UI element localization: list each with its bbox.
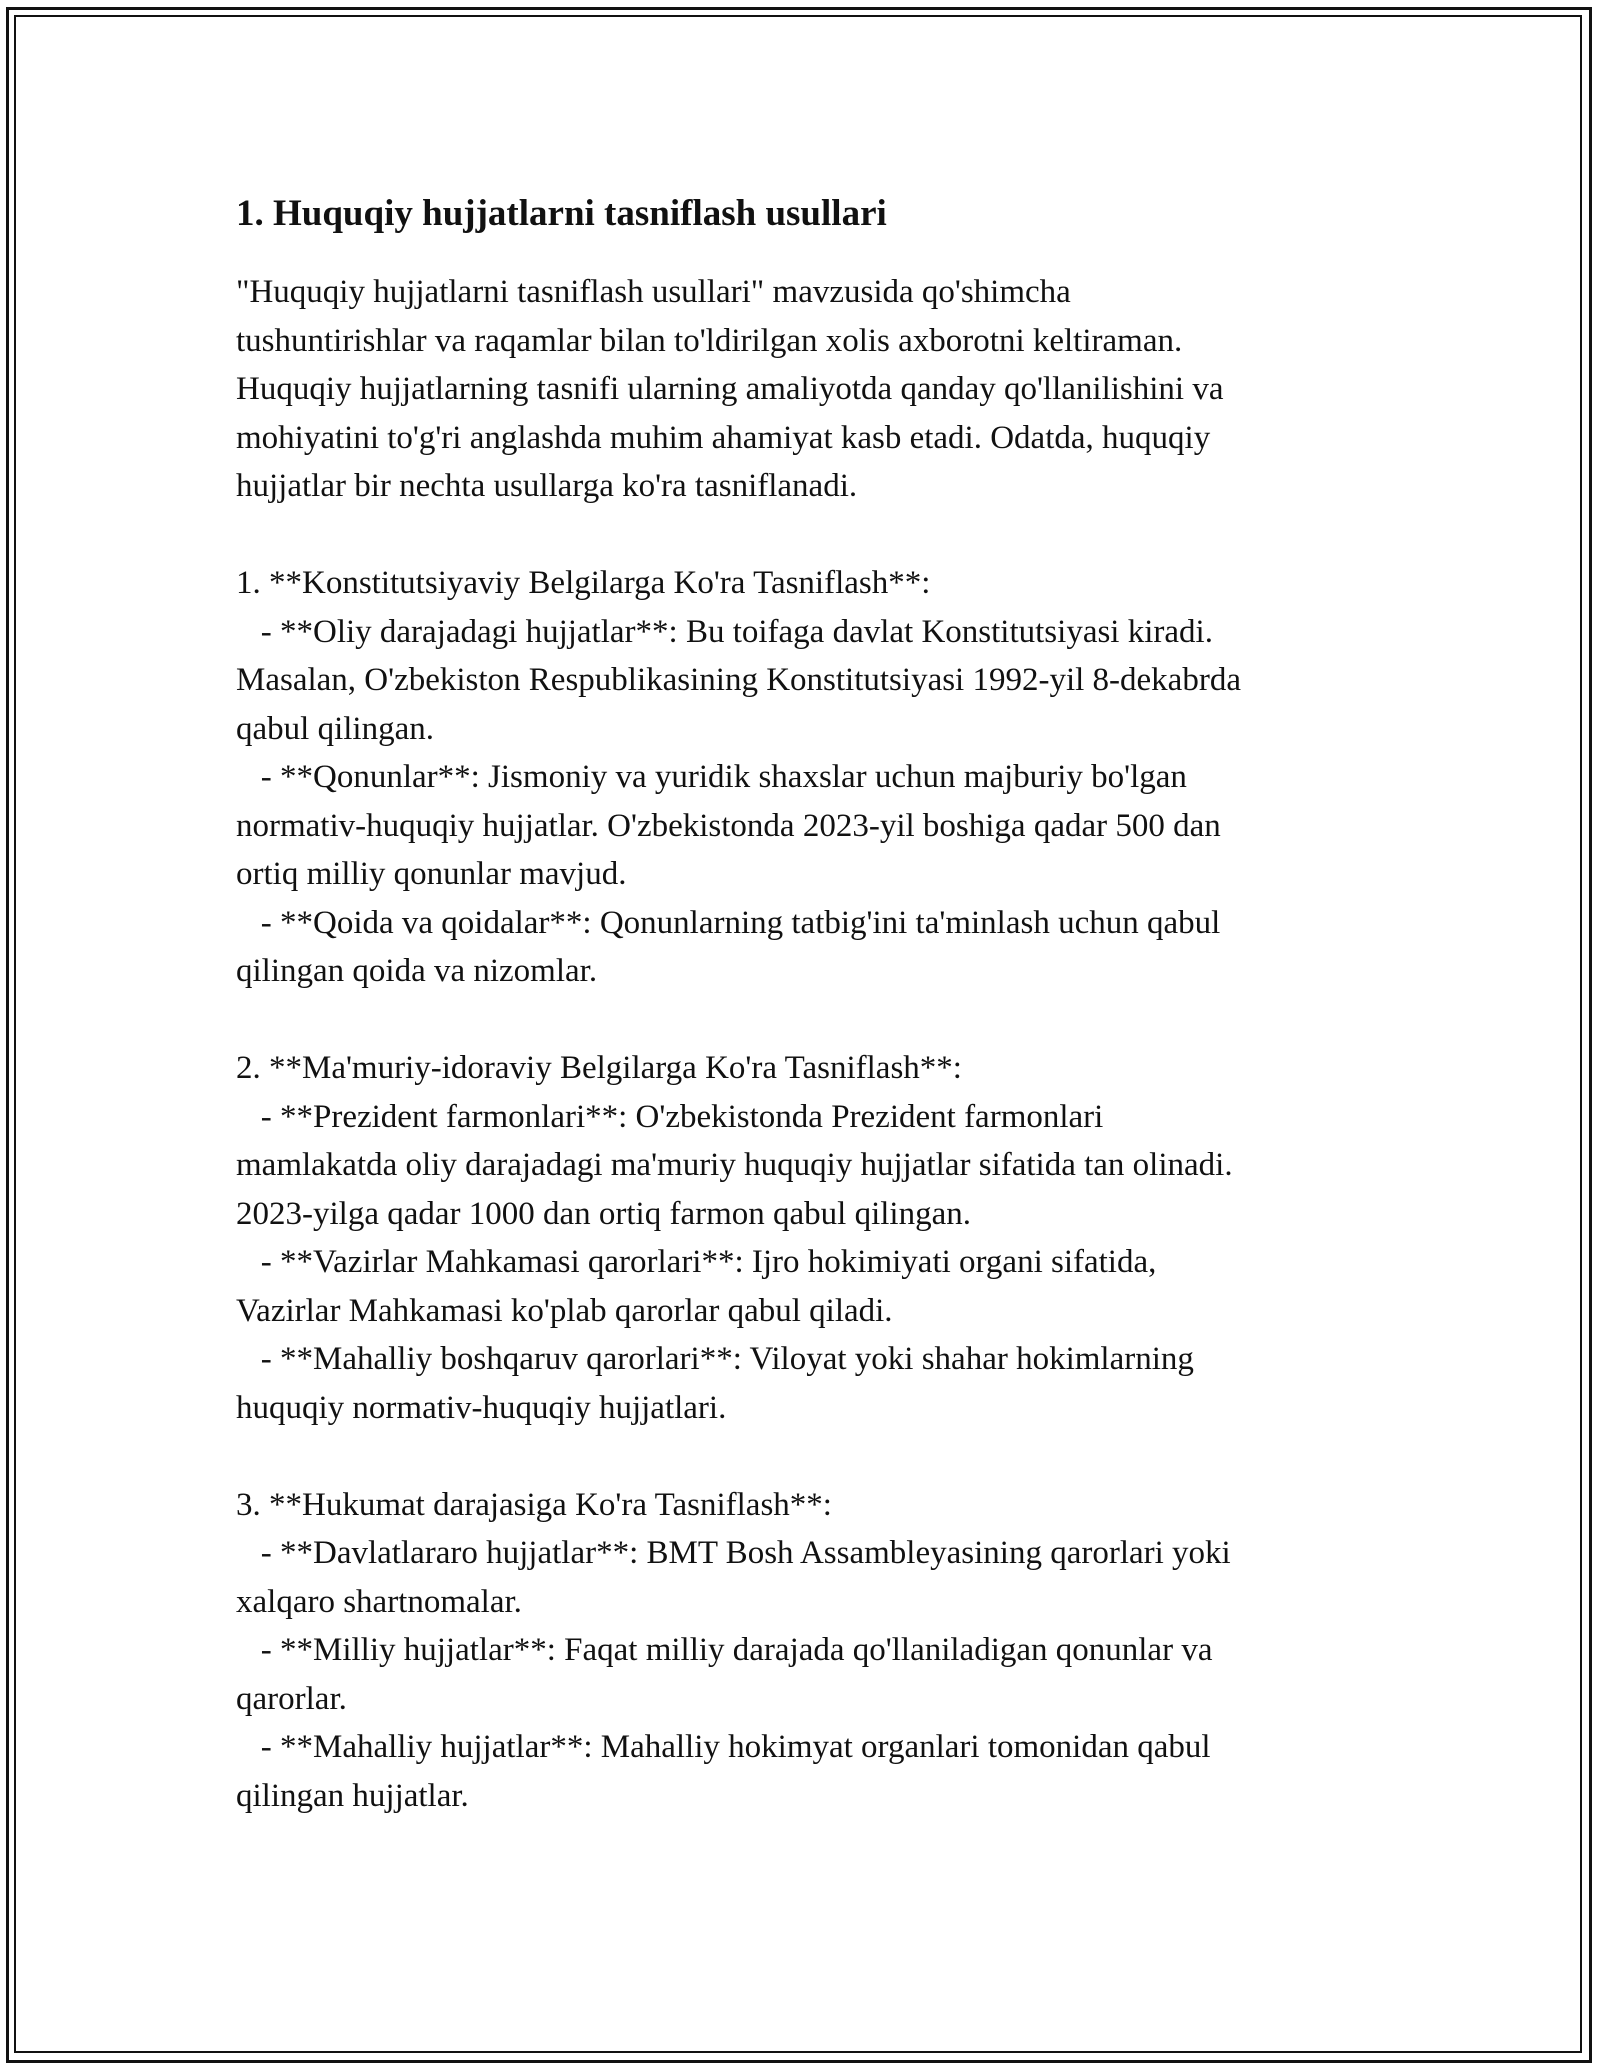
section-administrative	[236, 1044, 1366, 1432]
list-item: - **Davlatlararo hujjatlar**: BMT Bosh Assambleyasining qarorlari yoki xalqaro shartnomalar.	[236, 1535, 1231, 1620]
list-item: - **Oliy darajadagi hujjatlar**: Bu toifaga davlat Konstitutsiyasi kiradi. Masalan, O'zbekiston Respublikasining Konstitutsiyasi 1992-yil 8-dekabrda qabul qilingan.	[236, 613, 1241, 747]
intro-paragraph: "Huquqiy hujjatlarni tasniflash usullari" mavzusida qo'shimcha tushuntirishlar va raqamlar bilan to'ldirilgan xolis axborotni keltiraman. Huquqiy hujjatlarning tasnifi ularning amaliyotda qanday qo'llanilishini va mohiyatini to'g'ri anglashda muhim ahamiyat kasb etadi. Odatda, huquqiy hujjatlar bir nechta usullarga ko'ra tasniflanadi.	[236, 274, 1224, 504]
section-heading: 2. **Ma'muriy-idoraviy Belgilarga Ko'ra Tasniflash**:	[236, 1050, 962, 1086]
section-heading: 3. **Hukumat darajasiga Ko'ra Tasniflash**:	[236, 1486, 832, 1523]
section-constitutional	[236, 559, 1366, 996]
list-item: - **Mahalliy hujjatlar**: Mahalliy hokimyat organlari tomonidan qabul qilingan hujjatlar.	[236, 1729, 1211, 1814]
list-item: - **Prezident farmonlari**: O'zbekistonda Prezident farmonlari mamlakatda oliy darajadagi ma'muriy huquqiy hujjatlar sifatida tan olinadi. 2023-yilga qadar 1000 dan ortiq farmon qabul qilingan.	[236, 1098, 1233, 1232]
document-body	[236, 188, 1366, 1820]
list-item: - **Qoida va qoidalar**: Qonunlarning tatbig'ini ta'minlash uchun qabul qilingan qoida va nizomlar.	[236, 904, 1221, 989]
list-item: - **Milliy hujjatlar**: Faqat milliy darajada qo'llaniladigan qonunlar va qarorlar.	[236, 1632, 1213, 1717]
list-item: - **Vazirlar Mahkamasi qarorlari**: Ijro hokimiyati organi sifatida, Vazirlar Mahkamasi ko'plab qarorlar qabul qiladi.	[236, 1244, 1157, 1329]
document-title: 1. Huquqiy hujjatlarni tasniflash usullari	[236, 193, 887, 234]
list-item: - **Mahalliy boshqaruv qarorlari**: Viloyat yoki shahar hokimlarning huquqiy normativ-huquqiy hujjatlari.	[236, 1341, 1194, 1426]
section-government-level	[236, 1481, 1366, 1821]
section-heading: 1. **Konstitutsiyaviy Belgilarga Ko'ra Tasniflash**:	[236, 565, 931, 601]
list-item: - **Qonunlar**: Jismoniy va yuridik shaxslar uchun majburiy bo'lgan normativ-huquqiy hujjatlar. O'zbekistonda 2023-yil boshiga qadar 500 dan ortiq milliy qonunlar mavjud.	[236, 759, 1221, 892]
